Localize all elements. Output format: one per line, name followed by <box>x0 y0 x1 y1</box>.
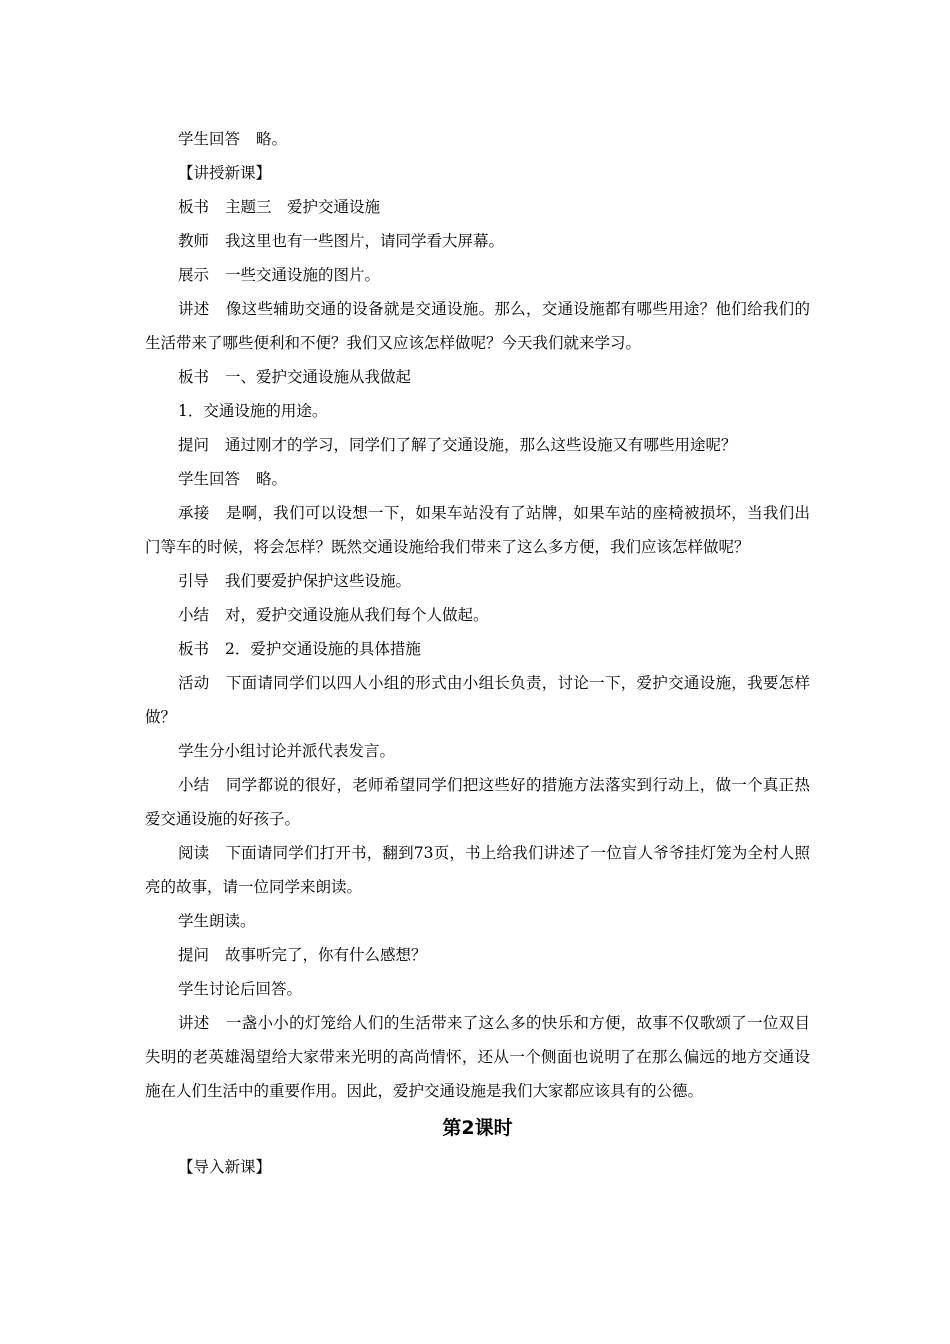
paragraph-text: 【讲授新课】 <box>178 164 272 182</box>
paragraph-label: 讲述 <box>178 300 210 318</box>
paragraph-label: 讲述 <box>178 1014 210 1032</box>
paragraph-text: 一盏小小的灯笼给人们的生活带来了这么多的快乐和方便，故事不仅歌颂了一位双目失明的老英雄渴望给大家带来光明的高尚情怀，还从一个侧面也说明了在那么偏远的地方交通设施在人们生活中的重要作用。因此，爱护交通设施是我们大家都应该具有的公德。 <box>145 1014 810 1100</box>
paragraph-label: 学生回答 <box>178 470 241 488</box>
paragraph <box>145 904 810 938</box>
paragraph-text: 像这些辅助交通的设备就是交通设施。那么，交通设施都有哪些用途？他们给我们的生活带来了哪些便利和不便？我们又应该怎样做呢？今天我们就来学习。 <box>145 300 810 352</box>
paragraph-text: 对，爱护交通设施从我们每个人做起。 <box>225 606 489 624</box>
paragraph <box>145 564 810 598</box>
paragraph <box>145 666 810 734</box>
paragraph-text: 下面请同学们以四人小组的形式由小组长负责，讨论一下，爱护交通设施，我要怎样做？ <box>145 674 810 726</box>
paragraph <box>145 598 810 632</box>
paragraph-text: 通过刚才的学习，同学们了解了交通设施，那么这些设施又有哪些用途呢？ <box>225 436 737 454</box>
paragraph-text: 学生朗读。 <box>178 912 256 930</box>
paragraph <box>145 632 810 666</box>
paragraph-text: 故事听完了，你有什么感想？ <box>225 946 427 964</box>
paragraph-text: 学生分小组讨论并派代表发言。 <box>178 742 396 760</box>
paragraph <box>145 224 810 258</box>
paragraph <box>145 394 810 428</box>
paragraph-text: 主题三 爱护交通设施 <box>225 198 381 216</box>
paragraph-label: 学生回答 <box>178 130 241 148</box>
section-heading: 第2课时 <box>442 1117 513 1139</box>
paragraph <box>145 734 810 768</box>
paragraph-text: 我这里也有一些图片，请同学看大屏幕。 <box>225 232 505 250</box>
paragraph-label: 小结 <box>178 776 210 794</box>
paragraph <box>145 972 810 1006</box>
paragraph-text: 下面请同学们打开书，翻到73页，书上给我们讲述了一位盲人爷爷挂灯笼为全村人照亮的故事，请一位同学来朗读。 <box>145 844 810 896</box>
paragraph <box>145 462 810 496</box>
paragraph-label: 板书 <box>178 640 210 658</box>
paragraph <box>145 1006 810 1108</box>
paragraph-label: 提问 <box>178 436 210 454</box>
paragraph <box>145 768 810 836</box>
paragraph-text: 2．爱护交通设施的具体措施 <box>225 640 421 658</box>
paragraph <box>145 836 810 904</box>
paragraph-label: 教师 <box>178 232 210 250</box>
paragraph-text: 同学都说的很好，老师希望同学们把这些好的措施方法落实到行动上，做一个真正热爱交通设施的好孩子。 <box>145 776 810 828</box>
paragraph-text: 我们要爱护保护这些设施。 <box>225 572 412 590</box>
paragraph-text: 是啊，我们可以设想一下，如果车站没有了站牌，如果车站的座椅被损坏，当我们出门等车的时候，将会怎样？既然交通设施给我们带来了这么多方便，我们应该怎样做呢？ <box>145 504 810 556</box>
paragraph-label: 活动 <box>178 674 210 692</box>
section-marker <box>145 156 810 190</box>
paragraph-text: 略。 <box>256 130 288 148</box>
paragraph <box>145 292 810 360</box>
paragraph-label: 板书 <box>178 368 210 386</box>
paragraph-label: 阅读 <box>178 844 210 862</box>
paragraph-label: 展示 <box>178 266 210 284</box>
paragraph-label: 承接 <box>178 504 210 522</box>
paragraph-text: 略。 <box>256 470 288 488</box>
paragraph <box>145 258 810 292</box>
paragraph <box>145 360 810 394</box>
paragraph-text: 【导入新课】 <box>178 1158 272 1176</box>
paragraph-label: 板书 <box>178 198 210 216</box>
paragraph-text: 一些交通设施的图片。 <box>225 266 381 284</box>
section-marker <box>145 1150 810 1184</box>
document-body <box>145 122 810 1184</box>
paragraph <box>145 428 810 462</box>
paragraph <box>145 122 810 156</box>
paragraph-text: 一、爱护交通设施从我做起 <box>225 368 412 386</box>
paragraph-text: 1．交通设施的用途。 <box>178 402 328 420</box>
paragraph <box>145 938 810 972</box>
paragraph <box>145 496 810 564</box>
paragraph-label: 提问 <box>178 946 210 964</box>
paragraph <box>145 190 810 224</box>
paragraph-text: 学生讨论后回答。 <box>178 980 303 998</box>
paragraph-label: 小结 <box>178 606 210 624</box>
paragraph-label: 引导 <box>178 572 210 590</box>
